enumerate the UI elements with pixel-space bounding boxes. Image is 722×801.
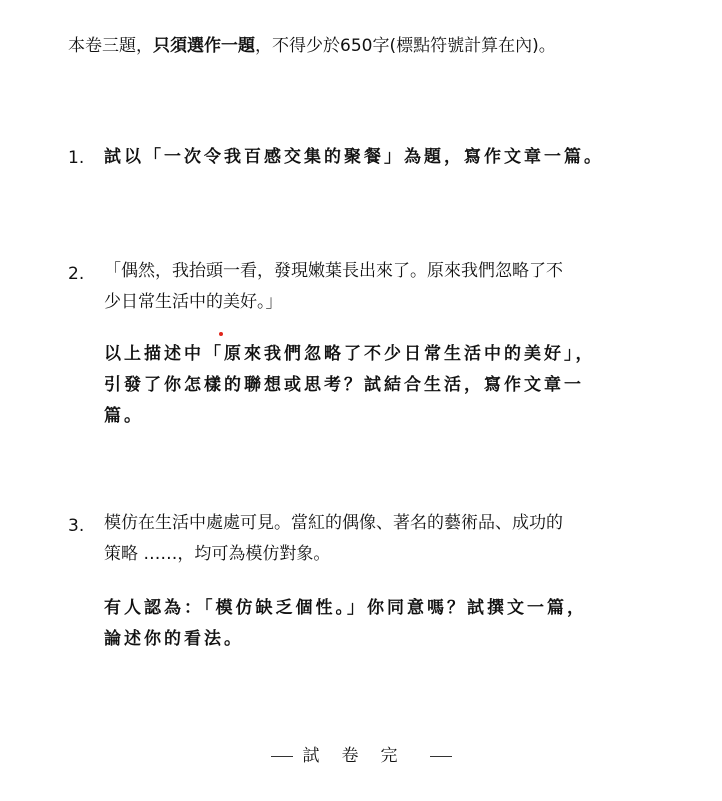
question-2-prompt-line: 以上描述中「原來我們忽略了不少日常生活中的美好」， <box>104 344 596 364</box>
question-3-prompt-line: 論述你的看法。 <box>104 629 244 649</box>
instructions <box>68 31 556 56</box>
instructions-prefix: 本卷三題， <box>68 36 153 56</box>
question-2-quote <box>104 256 563 318</box>
dash-right-decoration <box>430 756 452 757</box>
dash-left-decoration <box>271 756 293 757</box>
question-3-prompt-line: 有人認為：「模仿缺乏個性。」你同意嗎？試撰文一篇， <box>104 598 587 618</box>
question-2-number: 2. <box>68 264 85 284</box>
question-2-quote-line: 「偶然，我抬頭一看，發現嫩葉長出來了。原來我們忽略了不 <box>104 261 563 281</box>
end-of-paper <box>0 741 722 766</box>
question-3-quote-line: 策略 ……，均可為模仿對象。 <box>104 544 331 564</box>
question-3-quote <box>104 508 563 570</box>
question-2-prompt <box>104 339 596 432</box>
red-mark <box>219 332 223 336</box>
question-2-prompt-line: 篇。 <box>104 406 144 426</box>
question-2-quote-line: 少日常生活中的美好。」 <box>104 292 283 312</box>
question-3-prompt <box>104 593 587 655</box>
instructions-emphasis: 只須選作一題 <box>153 36 255 56</box>
end-text: 試卷完 <box>302 746 420 766</box>
instructions-suffix: ，不得少於650字(標點符號計算在內)。 <box>255 36 556 56</box>
question-1-line: 試以「一次令我百感交集的聚餐」為題，寫作文章一篇。 <box>104 147 604 167</box>
question-1-text <box>104 142 604 173</box>
question-2-prompt-line: 引發了你怎樣的聯想或思考？試結合生活，寫作文章一 <box>104 375 584 395</box>
question-3-quote-line: 模仿在生活中處處可見。當紅的偶像、著名的藝術品、成功的 <box>104 513 563 533</box>
question-3-number: 3. <box>68 516 85 536</box>
question-1-number: 1. <box>68 148 85 168</box>
